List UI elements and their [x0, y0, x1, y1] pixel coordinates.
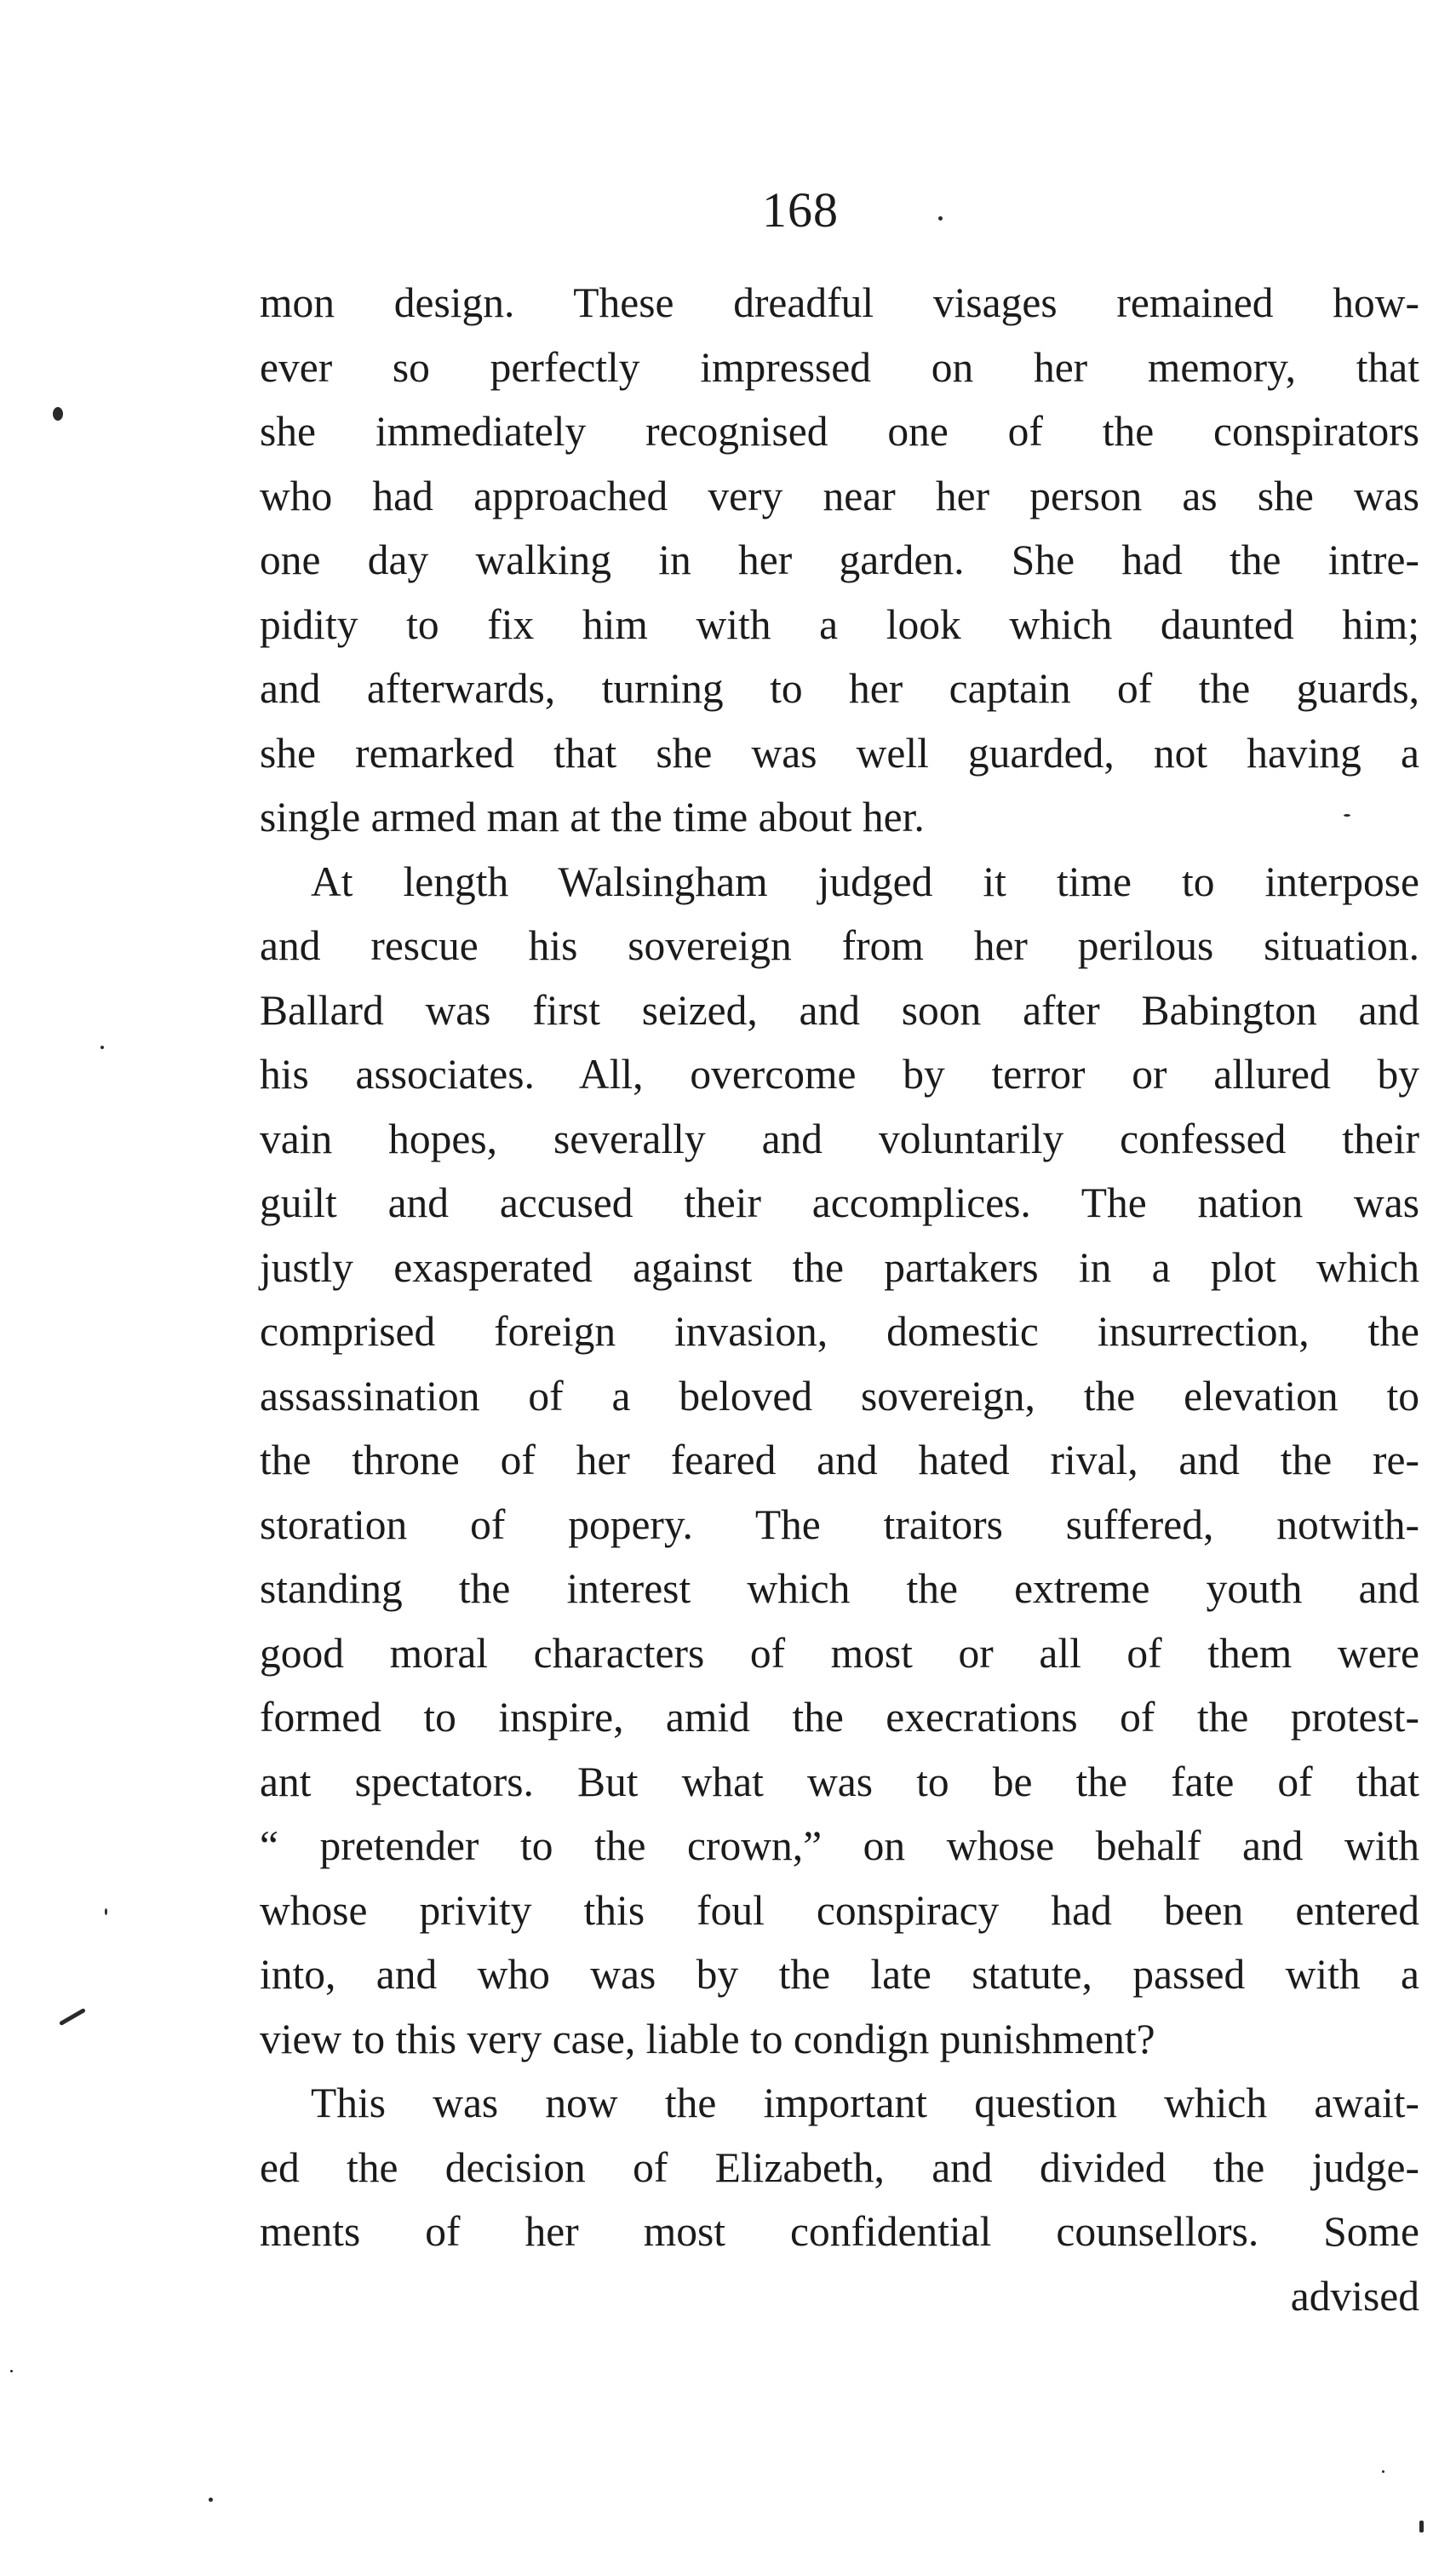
text-line: good moral characters of most or all of them were — [260, 1629, 1419, 1677]
text-line: mon design. These dreadful visages remained how- — [260, 279, 1419, 326]
text-line: she remarked that she was well guarded, not having a — [260, 729, 1419, 777]
text-line: ed the decision of Elizabeth, and divided the judge- — [260, 2143, 1419, 2191]
ink-speck — [100, 1046, 104, 1049]
body-text — [260, 271, 1419, 2328]
ink-speck — [1419, 2521, 1424, 2532]
ink-speck — [59, 2008, 86, 2026]
text-line: who had approached very near her person as she was — [260, 472, 1419, 519]
text-line: ever so perfectly impressed on her memory, that — [260, 343, 1419, 391]
ink-speck — [1382, 2470, 1384, 2473]
text-line: “ pretender to the crown,” on whose behalf and with — [260, 1822, 1419, 1869]
text-line: whose privity this foul conspiracy had been entered — [260, 1886, 1419, 1934]
ink-speck — [938, 216, 943, 221]
text-line: view to this very case, liable to condign punishment? — [260, 2015, 1155, 2062]
text-line: and rescue his sovereign from her perilous situation. — [260, 922, 1419, 969]
text-line: one day walking in her garden. She had the intre- — [260, 536, 1419, 583]
ink-speck — [53, 407, 63, 421]
text-line: into, and who was by the late statute, passed with a — [260, 1951, 1419, 1998]
ink-speck — [1344, 814, 1350, 817]
text-line: storation of popery. The traitors suffered, notwith- — [260, 1500, 1419, 1548]
text-line: and afterwards, turning to her captain of the guards, — [260, 665, 1419, 712]
ink-speck — [10, 2370, 13, 2372]
text-line: single armed man at the time about her. — [260, 794, 925, 840]
text-line: justly exasperated against the partakers in a plot which — [260, 1243, 1419, 1291]
text-line: his associates. All, overcome by terror or allured by — [260, 1051, 1419, 1098]
text-line: This was now the important question which await- — [311, 2079, 1419, 2126]
text-line: formed to inspire, amid the execrations of the protest- — [260, 1694, 1419, 1741]
text-line: guilt and accused their accomplices. The nation was — [260, 1179, 1419, 1226]
text-line: pidity to fix him with a look which daunted him; — [260, 600, 1419, 648]
text-line: At length Walsingham judged it time to interpose — [311, 858, 1419, 905]
text-line: vain hopes, severally and voluntarily confessed their — [260, 1115, 1419, 1162]
text-line: assassination of a beloved sovereign, the elevation to — [260, 1372, 1419, 1420]
text-line: ant spectators. But what was to be the fate of that — [260, 1758, 1419, 1805]
page-number: 168 — [762, 182, 839, 238]
text-line: she immediately recognised one of the conspirators — [260, 408, 1419, 455]
ink-speck — [105, 1908, 107, 1915]
text-line: standing the interest which the extreme youth and — [260, 1565, 1419, 1612]
text-line: the throne of her feared and hated rival, and the re- — [260, 1437, 1419, 1483]
text-line: ments of her most confidential counsellors. Some — [260, 2208, 1419, 2255]
catchword: advised — [1290, 2272, 1419, 2320]
ink-speck — [209, 2498, 213, 2502]
text-line: Ballard was first seized, and soon after Babington and — [260, 986, 1419, 1034]
text-line: comprised foreign invasion, domestic insurrection, the — [260, 1308, 1419, 1355]
